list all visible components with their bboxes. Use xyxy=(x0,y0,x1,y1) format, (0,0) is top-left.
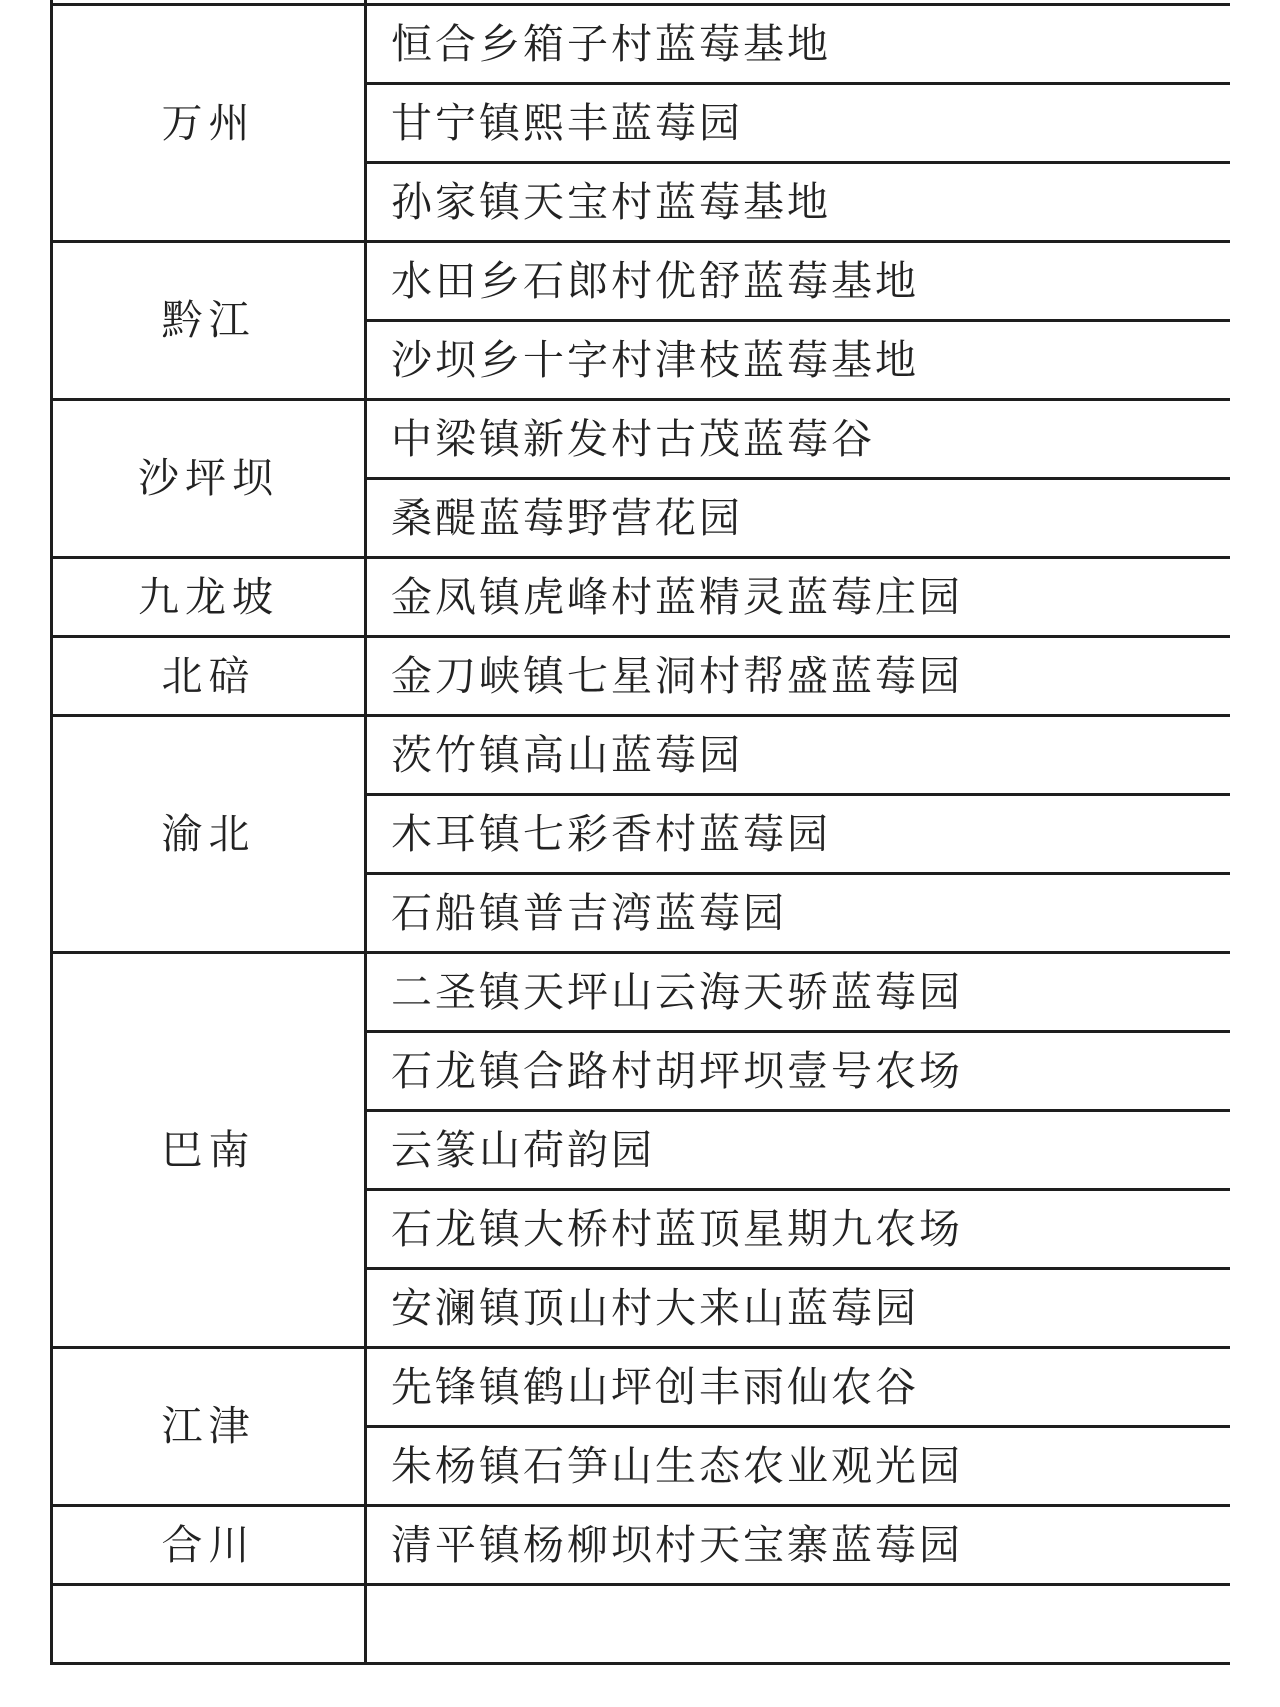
district-cell: 北碚 xyxy=(52,637,366,716)
table-row xyxy=(52,242,1231,321)
table-row xyxy=(52,637,1231,716)
farm-name-cell: 朱杨镇石笋山生态农业观光园 xyxy=(366,1427,1231,1506)
farm-name-cell: 水田乡石郎村优舒蓝莓基地 xyxy=(366,242,1231,321)
table-row xyxy=(52,716,1231,795)
farm-name-cell: 中梁镇新发村古茂蓝莓谷 xyxy=(366,400,1231,479)
farm-name-cell: 清平镇杨柳坝村天宝寨蓝莓园 xyxy=(366,1506,1231,1585)
farm-name-cell: 木耳镇七彩香村蓝莓园 xyxy=(366,795,1231,874)
table-row xyxy=(52,1585,1231,1664)
table-row xyxy=(52,953,1231,1032)
district-cell: 万州 xyxy=(52,5,366,242)
farm-name-cell: 安澜镇顶山村大来山蓝莓园 xyxy=(366,1269,1231,1348)
farm-name-cell: 金刀峡镇七星洞村帮盛蓝莓园 xyxy=(366,637,1231,716)
district-cell: 合川 xyxy=(52,1506,366,1585)
farm-name-cell: 先锋镇鹤山坪创丰雨仙农谷 xyxy=(366,1348,1231,1427)
district-cell: 江津 xyxy=(52,1348,366,1506)
table-row xyxy=(52,5,1231,84)
district-cell xyxy=(52,1585,366,1664)
farm-name-cell: 茨竹镇高山蓝莓园 xyxy=(366,716,1231,795)
district-cell: 沙坪坝 xyxy=(52,400,366,558)
farm-name-cell: 沙坝乡十字村津枝蓝莓基地 xyxy=(366,321,1231,400)
farm-name-cell: 甘宁镇熙丰蓝莓园 xyxy=(366,84,1231,163)
district-cell: 九龙坡 xyxy=(52,558,366,637)
table-viewport xyxy=(50,0,1230,1707)
farm-name-cell xyxy=(366,1585,1231,1664)
farm-name-cell: 云篆山荷韵园 xyxy=(366,1111,1231,1190)
table-row xyxy=(52,558,1231,637)
farm-name-cell: 石龙镇合路村胡坪坝壹号农场 xyxy=(366,1032,1231,1111)
district-cell: 巴南 xyxy=(52,953,366,1348)
farm-name-cell: 恒合乡箱子村蓝莓基地 xyxy=(366,5,1231,84)
table-body xyxy=(52,0,1231,1664)
blueberry-farm-table xyxy=(50,0,1230,1665)
farm-name-cell: 石龙镇大桥村蓝顶星期九农场 xyxy=(366,1190,1231,1269)
district-cell: 黔江 xyxy=(52,242,366,400)
farm-name-cell: 二圣镇天坪山云海天骄蓝莓园 xyxy=(366,953,1231,1032)
farm-name-cell: 桑醍蓝莓野营花园 xyxy=(366,479,1231,558)
table-row xyxy=(52,1348,1231,1427)
district-cell: 渝北 xyxy=(52,716,366,953)
table-row xyxy=(52,1506,1231,1585)
farm-name-cell: 石船镇普吉湾蓝莓园 xyxy=(366,874,1231,953)
farm-name-cell: 孙家镇天宝村蓝莓基地 xyxy=(366,163,1231,242)
farm-name-cell: 金凤镇虎峰村蓝精灵蓝莓庄园 xyxy=(366,558,1231,637)
table-row xyxy=(52,400,1231,479)
